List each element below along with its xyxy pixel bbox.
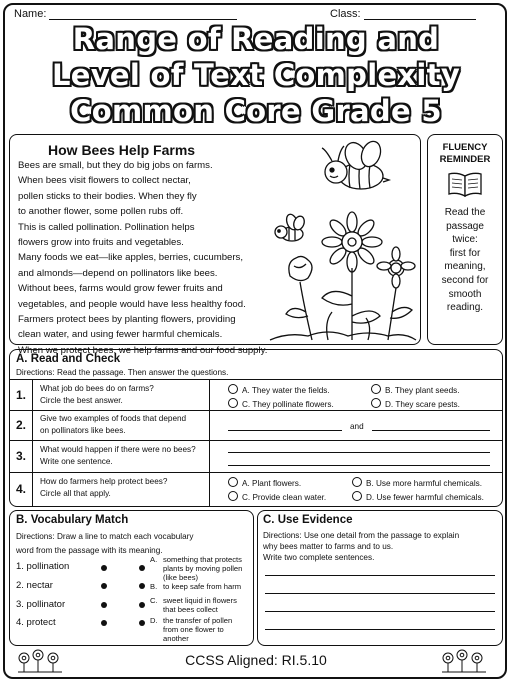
definition-line: the transfer of pollen	[163, 616, 233, 625]
definition-line: to keep safe from harm	[163, 582, 242, 591]
vocab-word-1: 1. pollination	[16, 561, 70, 572]
radio-circle[interactable]	[371, 398, 381, 408]
question-2-line-2: on pollinators like bees.	[40, 426, 126, 435]
passage-line: and almonds—depend on pollinators like bees.	[18, 267, 218, 279]
fluency-line: smooth	[448, 288, 482, 300]
q4-option-a[interactable]	[228, 477, 301, 488]
question-1-number: 1.	[15, 388, 26, 402]
q4-option-b[interactable]	[352, 477, 482, 488]
passage-line: When we protect bees, we help farms and our food supply.	[18, 344, 268, 356]
radio-circle[interactable]	[228, 477, 238, 487]
q4-option-d[interactable]	[352, 491, 484, 502]
question-4-number: 4.	[15, 482, 26, 496]
radio-circle[interactable]	[371, 384, 381, 394]
definition-c-letter: C.	[150, 596, 158, 605]
fluency-title	[430, 142, 500, 166]
radio-circle[interactable]	[228, 384, 238, 394]
definition-d-letter: D.	[150, 616, 158, 625]
definition-a	[150, 555, 242, 582]
question-3-number: 3.	[15, 449, 26, 463]
definition-b-letter: B.	[150, 582, 158, 591]
table-rule	[209, 379, 210, 506]
radio-circle[interactable]	[352, 477, 362, 487]
q2-answer-line-1[interactable]	[228, 430, 342, 431]
section-a-title: A. Read and Check	[16, 353, 121, 365]
q1-option-a[interactable]	[228, 384, 330, 395]
section-c-directions-line-3: Write two complete sentences.	[263, 553, 375, 562]
match-dot-def-d[interactable]	[139, 620, 145, 626]
question-4-text	[40, 476, 167, 500]
definition-line: another	[163, 634, 189, 643]
tulip-flower-icon	[286, 256, 312, 340]
definition-line: sweet liquid in flowers	[163, 596, 237, 605]
question-4-line-1: How do farmers help protect bees?	[40, 477, 168, 486]
coneflower-icon	[377, 247, 415, 340]
evidence-answer-line[interactable]	[265, 575, 495, 576]
evidence-answer-line[interactable]	[265, 611, 495, 612]
definition-line: (like bees)	[163, 573, 199, 582]
section-b-directions-line-2: word from the passage with its meaning.	[16, 546, 163, 555]
table-rule	[9, 410, 503, 411]
question-3-line-2: Write one sentence.	[40, 457, 113, 466]
vocab-word-4: 4. protect	[16, 617, 56, 628]
question-3-line-1: What would happen if there were no bees?	[40, 445, 196, 454]
match-dot-word-3[interactable]	[101, 602, 107, 608]
q1-option-d-label: D. They scare pests.	[385, 400, 460, 409]
question-4-line-2: Circle all that apply.	[40, 489, 111, 498]
definition-line: something that protects	[163, 555, 242, 564]
passage-line: vegetables, and people would have less healthy food.	[18, 298, 246, 310]
evidence-answer-line[interactable]	[265, 593, 495, 594]
passage-line: Bees are small, but they do big jobs on farms.	[18, 160, 213, 171]
q1-option-c-label: C. They pollinate flowers.	[242, 400, 334, 409]
bee-icon	[322, 139, 389, 189]
class-line	[364, 19, 476, 20]
match-dot-def-a[interactable]	[139, 565, 145, 571]
radio-circle[interactable]	[228, 491, 238, 501]
passage-line: flowers grow into fruits and vegetables.	[18, 237, 184, 249]
passage-title: How Bees Help Farms	[48, 142, 196, 158]
fluency-line: Read the	[444, 207, 486, 218]
passage-text	[18, 158, 278, 358]
page-title-line-1: Range of Reading and	[72, 22, 440, 56]
match-dot-def-b[interactable]	[139, 583, 145, 589]
q1-option-c[interactable]	[228, 398, 334, 409]
question-2-line-1: Give two examples of foods that depend	[40, 414, 187, 423]
passage-line: Many foods we eat—like apples, berries, cucumbers,	[18, 252, 244, 264]
definition-a-letter: A.	[150, 555, 158, 564]
passage-line: clean water, and using fewer harmful chemicals.	[18, 329, 223, 341]
page-title-line-2: Level of Text Complexity	[51, 58, 461, 92]
definition-c	[150, 596, 237, 614]
question-3-text	[40, 444, 196, 468]
open-book-icon	[447, 170, 483, 198]
q1-option-a-label: A. They water the fields.	[242, 386, 330, 395]
passage-line: Farmers protect bees by planting flowers, providing	[18, 314, 236, 326]
section-c-directions-line-2: why bees matter to farms and to us.	[263, 542, 394, 551]
passage-line: Without bees, farms would grow fewer fruits and	[18, 283, 223, 295]
section-c-title: C. Use Evidence	[263, 514, 353, 526]
passage-line: pollen sticks to their bodies. When they fly	[18, 190, 197, 202]
q2-and-label: and	[350, 422, 364, 431]
q3-answer-line-1[interactable]	[228, 452, 490, 453]
q3-answer-line-2[interactable]	[228, 465, 490, 466]
ccss-footer: CCSS Aligned: RI.5.10	[185, 652, 327, 668]
q1-option-b[interactable]	[371, 384, 460, 395]
fluency-line: passage	[446, 220, 484, 232]
match-dot-def-c[interactable]	[139, 602, 145, 608]
radio-circle[interactable]	[228, 398, 238, 408]
q1-option-b-label: B. They plant seeds.	[385, 386, 460, 395]
fluency-title-line-2: REMINDER	[439, 154, 491, 165]
section-b-title: B. Vocabulary Match	[16, 514, 129, 526]
definition-line: that bees collect	[163, 605, 218, 614]
fluency-line: twice:	[452, 234, 478, 246]
bee-flower-illustration	[268, 136, 418, 342]
name-field[interactable]	[14, 8, 237, 20]
class-label: Class:	[330, 8, 361, 20]
class-field[interactable]	[330, 8, 476, 20]
question-1-line-2: Circle the best answer.	[40, 396, 123, 405]
section-b-directions-line-1: Directions: Draw a line to match each vocabulary	[16, 532, 194, 541]
fluency-line: first for	[449, 247, 481, 259]
fluency-line: reading.	[446, 302, 484, 314]
vocab-word-2: 2. nectar	[16, 580, 53, 591]
match-dot-word-2[interactable]	[101, 583, 107, 589]
fluency-text	[430, 206, 500, 315]
question-2-text	[40, 413, 186, 437]
evidence-answer-line[interactable]	[265, 629, 495, 630]
page-title-line-3: Common Core Grade 5	[70, 94, 442, 128]
definition-line: plants by moving pollen	[163, 564, 243, 573]
flower-border-icon-right	[440, 648, 488, 674]
definition-b	[150, 582, 241, 591]
fluency-line: second for	[441, 274, 489, 286]
small-bee-icon	[275, 213, 306, 241]
q4-option-b-label: B. Use more harmful chemicals.	[366, 479, 483, 488]
q4-option-c[interactable]	[228, 491, 326, 502]
radio-circle[interactable]	[352, 491, 362, 501]
table-rule	[9, 379, 503, 380]
definition-d	[150, 616, 232, 643]
passage-line: to another flower, some pollen rubs off.	[18, 206, 184, 218]
fluency-line: meaning,	[444, 261, 486, 273]
match-dot-word-4[interactable]	[101, 620, 107, 626]
table-rule	[9, 440, 503, 441]
table-rule	[32, 379, 33, 506]
definition-line: from one flower to	[163, 625, 224, 634]
section-a-directions: Directions: Read the passage. Then answer the questions.	[16, 368, 229, 377]
q2-answer-line-2[interactable]	[372, 430, 490, 431]
fluency-title-line-1: FLUENCY	[442, 142, 488, 153]
name-label: Name:	[14, 8, 47, 20]
table-rule	[9, 472, 503, 473]
question-1-line-1: What job do bees do on farms?	[40, 384, 154, 393]
q4-option-d-label: D. Use fewer harmful chemicals.	[366, 493, 484, 502]
name-line	[49, 19, 237, 20]
q1-option-d[interactable]	[371, 398, 460, 409]
section-b-directions	[16, 530, 193, 558]
section-c-directions	[263, 530, 459, 563]
passage-line: When bees visit flowers to collect nectar,	[18, 175, 191, 187]
section-c-directions-line-1: Directions: Use one detail from the passage to explain	[263, 531, 460, 540]
q4-option-a-label: A. Plant flowers.	[242, 479, 302, 488]
match-dot-word-1[interactable]	[101, 565, 107, 571]
question-2-number: 2.	[15, 418, 26, 432]
q4-option-c-label: C. Provide clean water.	[242, 493, 327, 502]
passage-line: This is called pollination. Pollination helps	[18, 221, 195, 233]
question-1-text	[40, 383, 154, 407]
vocab-word-3: 3. pollinator	[16, 599, 66, 610]
